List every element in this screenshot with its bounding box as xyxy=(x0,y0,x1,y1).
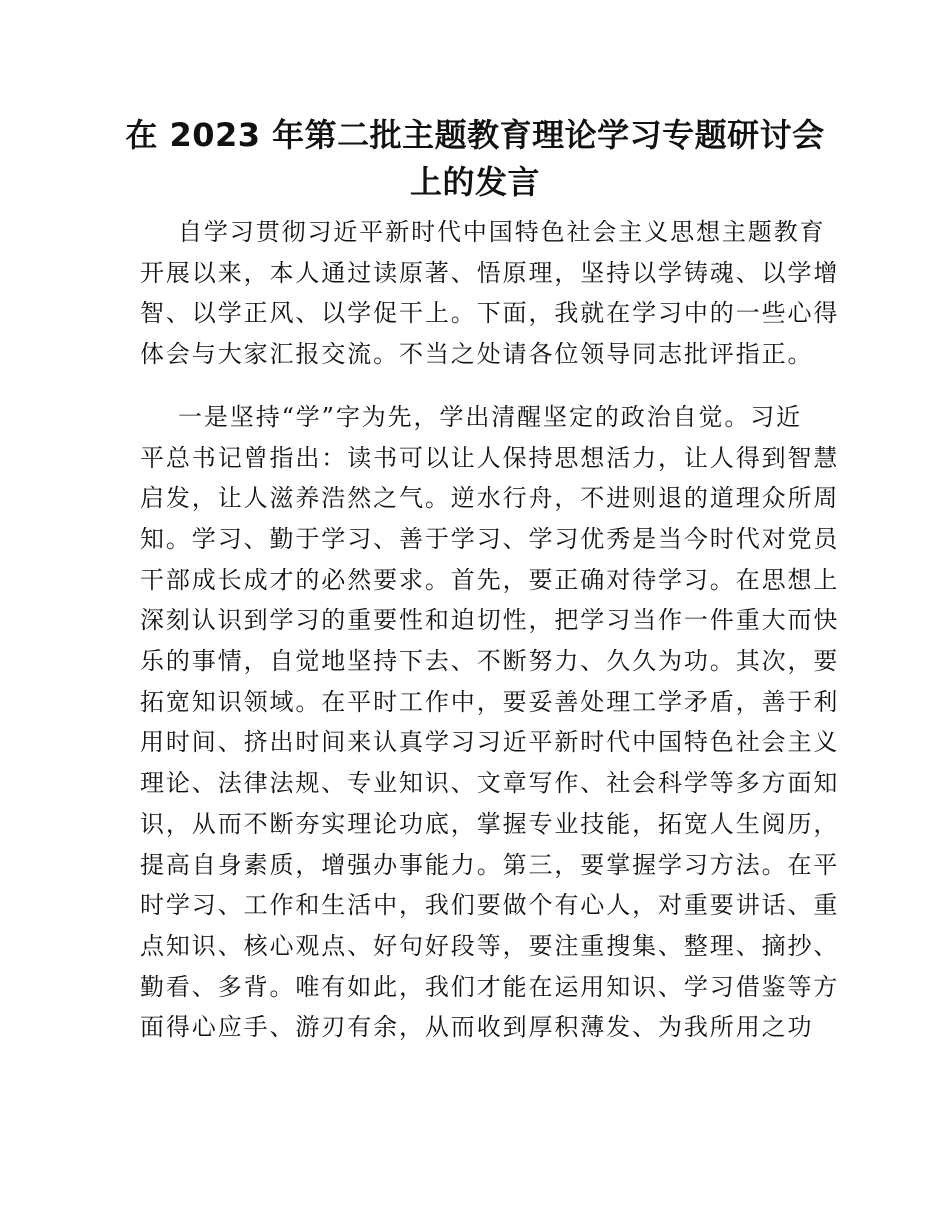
text-line: 时学习、工作和生活中，我们要做个有心人，对重要讲话、重 xyxy=(140,891,840,920)
text-line: 启发，让人滋养浩然之气。逆水行舟，不进则退的道理众所周 xyxy=(140,484,840,513)
text-line: 用时间、挤出时间来认真学习习近平新时代中国特色社会主义 xyxy=(140,728,840,757)
text-line: 自学习贯彻习近平新时代中国特色社会主义思想主题教育 xyxy=(178,218,826,246)
text-line: 体会与大家汇报交流。不当之处请各位领导同志批评指正。 xyxy=(140,340,814,369)
text-line: 智、以学正风、以学促干上。下面，我就在学习中的一些心得 xyxy=(140,299,840,328)
document-title xyxy=(120,112,830,206)
text-line: 理论、法律法规、专业知识、文章写作、社会科学等多方面知 xyxy=(140,769,840,798)
text-line: 开展以来，本人通过读原著、悟原理，坚持以学铸魂、以学增 xyxy=(140,258,840,287)
title-line-1: 在 2023 年第二批主题教育理论学习专题研讨会 xyxy=(125,116,825,154)
text-line: 勤看、多背。唯有如此，我们才能在运用知识、学习借鉴等方 xyxy=(140,972,840,1001)
paragraph-intro xyxy=(140,212,840,375)
document-body xyxy=(140,212,840,1048)
text-line: 一是坚持“学”字为先，学出清醒坚定的政治自觉。习近 xyxy=(178,402,803,431)
text-line: 拓宽知识领域。在平时工作中，要妥善处理工学矛盾，善于利 xyxy=(140,687,840,716)
text-line: 知。学习、勤于学习、善于学习、学习优秀是当今时代对党员 xyxy=(140,524,840,553)
text-line: 识，从而不断夯实理论功底，掌握专业技能，拓宽人生阅历， xyxy=(140,809,840,838)
text-line: 干部成长成才的必然要求。首先，要正确对待学习。在思想上 xyxy=(140,565,840,594)
text-line: 提高自身素质，增强办事能力。第三，要掌握学习方法。在平 xyxy=(140,850,840,879)
text-line: 乐的事情，自觉地坚持下去、不断努力、久久为功。其次，要 xyxy=(140,647,840,676)
text-line: 面得心应手、游刃有余，从而收到厚积薄发、为我所用之功 xyxy=(140,1013,814,1042)
text-line: 点知识、核心观点、好句好段等，要注重搜集、整理、摘抄、 xyxy=(140,931,840,960)
paragraph-point-one xyxy=(140,397,840,1048)
title-line-2: 上的发言 xyxy=(409,163,540,201)
text-line: 平总书记曾指出：读书可以让人保持思想活力，让人得到智慧 xyxy=(140,443,840,472)
text-line: 深刻认识到学习的重要性和迫切性，把学习当作一件重大而快 xyxy=(140,606,840,635)
